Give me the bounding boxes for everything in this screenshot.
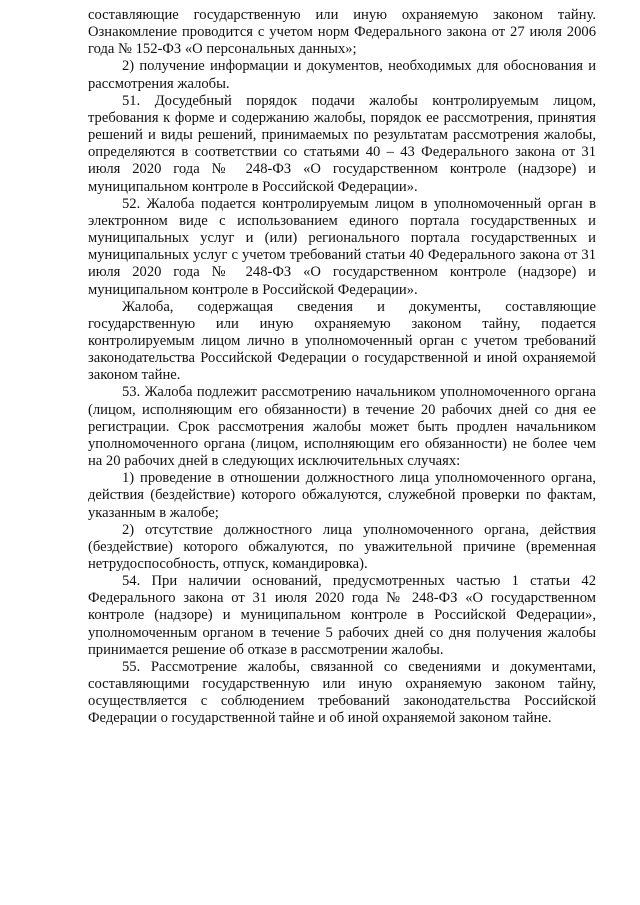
paragraph-52: 52. Жалоба подается контролируемым лицом в уполномоченный орган в электронном виде с использованием единого портала государственных и муниципальных услуг и (или) регионального портала государственных и муниципальных услуг с учетом требований статьи 40 Федерального закона от 31 июля 2020 года № 248-ФЗ «О государственном контроле (надзоре) и муниципальном контроле в Российской Федерации». bbox=[88, 195, 596, 298]
paragraph-53-item-1: 1) проведение в отношении должностного лица уполномоченного органа, действия (бездействие) которого обжалуются, служебной проверки по фактам, указанным в жалобе; bbox=[88, 470, 596, 521]
paragraph-51: 51. Досудебный порядок подачи жалобы контролируемым лицом, требования к форме и содержанию жалобы, порядок ее рассмотрения, принятия решений и виды решений, принимаемых по результатам рассмотрения жалобы, определяются в соответствии со статьями 40 – 43 Федерального закона от 31 июля 2020 года № 248-ФЗ «О государственном контроле (надзоре) и муниципальном контроле в Российской Федерации». bbox=[88, 92, 596, 195]
paragraph-53-item-2: 2) отсутствие должностного лица уполномоченного органа, действия (бездействие) которого обжалуются, по уважительной причине (временная нетрудоспособность, отпуск, командировка). bbox=[88, 521, 596, 572]
paragraph-52-secret: Жалоба, содержащая сведения и документы, составляющие государственную или иную охраняемую законом тайну, подается контролируемым лицом лично в уполномоченный орган с учетом требований законодательства Российской Федерации о государственной и иной охраняемой законом тайне. bbox=[88, 298, 596, 384]
paragraph-55: 55. Рассмотрение жалобы, связанной со сведениями и документами, составляющими государственную или иную охраняемую законом тайну, осуществляется с соблюдением требований законодательства Российской Федерации о государственной тайне и об иной охраняемой законом тайне. bbox=[88, 658, 596, 727]
paragraph-continuation: составляющие государственную или иную охраняемую законом тайну. Ознакомление проводится с учетом норм Федерального закона от 27 июля 2006 года № 152-ФЗ «О персональных данных»; bbox=[88, 7, 596, 58]
paragraph-item-2: 2) получение информации и документов, необходимых для обоснования и рассмотрения жалобы. bbox=[88, 58, 596, 92]
paragraph-53: 53. Жалоба подлежит рассмотрению начальником уполномоченного органа (лицом, исполняющим его обязанности) в течение 20 рабочих дней со дня ее регистрации. Срок рассмотрения жалобы может быть продлен начальником уполномоченного органа (лицом, исполняющим его обязанности) не более чем на 20 рабочих дней в следующих исключительных случаях: bbox=[88, 384, 596, 470]
document-page bbox=[88, 7, 596, 728]
paragraph-54: 54. При наличии оснований, предусмотренных частью 1 статьи 42 Федерального закона от 31 июля 2020 года № 248-ФЗ «О государственном контроле (надзоре) и муниципальном контроле в Российской Федерации», уполномоченным органом в течение 5 рабочих дней со дня получения жалобы принимается решение об отказе в рассмотрении жалобы. bbox=[88, 573, 596, 658]
